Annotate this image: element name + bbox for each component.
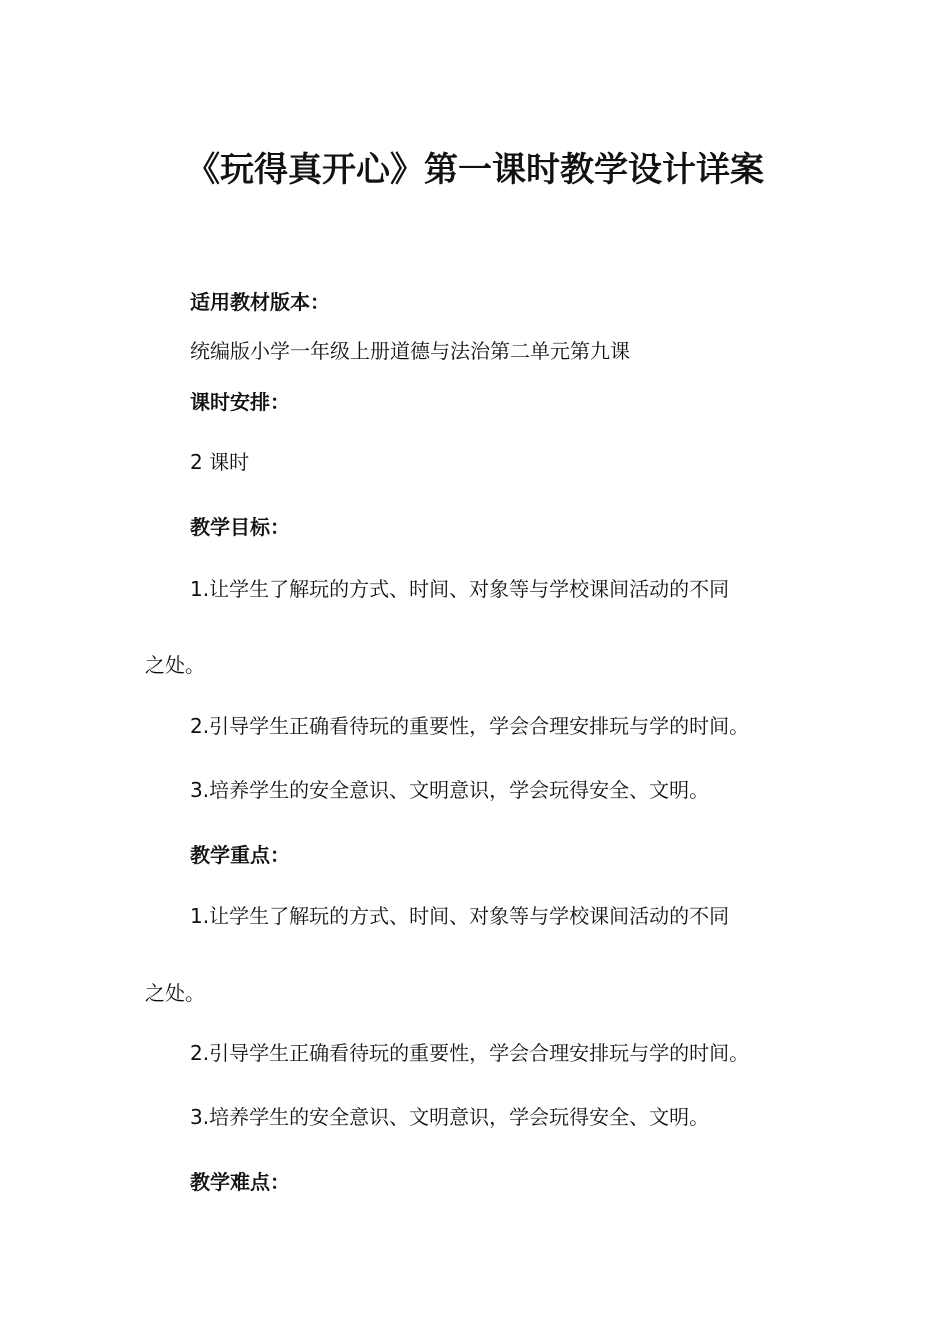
difficulties-heading: 教学难点： bbox=[190, 1170, 290, 1194]
textbook-value: 统编版小学一年级上册道德与法治第二单元第九课 bbox=[190, 339, 630, 363]
keypoint-3: 3.培养学生的安全意识、文明意识，学会玩得安全、文明。 bbox=[190, 1105, 710, 1129]
schedule-heading: 课时安排： bbox=[190, 390, 290, 414]
keypoint-1-line-2: 之处。 bbox=[145, 981, 205, 1005]
page-title: 《玩得真开心》第一课时教学设计详案 bbox=[186, 150, 764, 190]
objective-3: 3.培养学生的安全意识、文明意识，学会玩得安全、文明。 bbox=[190, 778, 710, 802]
objective-2: 2.引导学生正确看待玩的重要性，学会合理安排玩与学的时间。 bbox=[190, 714, 750, 738]
keypoints-heading: 教学重点： bbox=[190, 843, 290, 867]
keypoint-1-line-1: 1.让学生了解玩的方式、时间、对象等与学校课间活动的不同 bbox=[190, 904, 730, 928]
objectives-heading: 教学目标： bbox=[190, 515, 290, 539]
textbook-heading: 适用教材版本： bbox=[190, 290, 330, 314]
objective-1-line-2: 之处。 bbox=[145, 653, 205, 677]
keypoint-2: 2.引导学生正确看待玩的重要性，学会合理安排玩与学的时间。 bbox=[190, 1041, 750, 1065]
schedule-value: 2 课时 bbox=[190, 450, 250, 474]
objective-1-line-1: 1.让学生了解玩的方式、时间、对象等与学校课间活动的不同 bbox=[190, 577, 730, 601]
